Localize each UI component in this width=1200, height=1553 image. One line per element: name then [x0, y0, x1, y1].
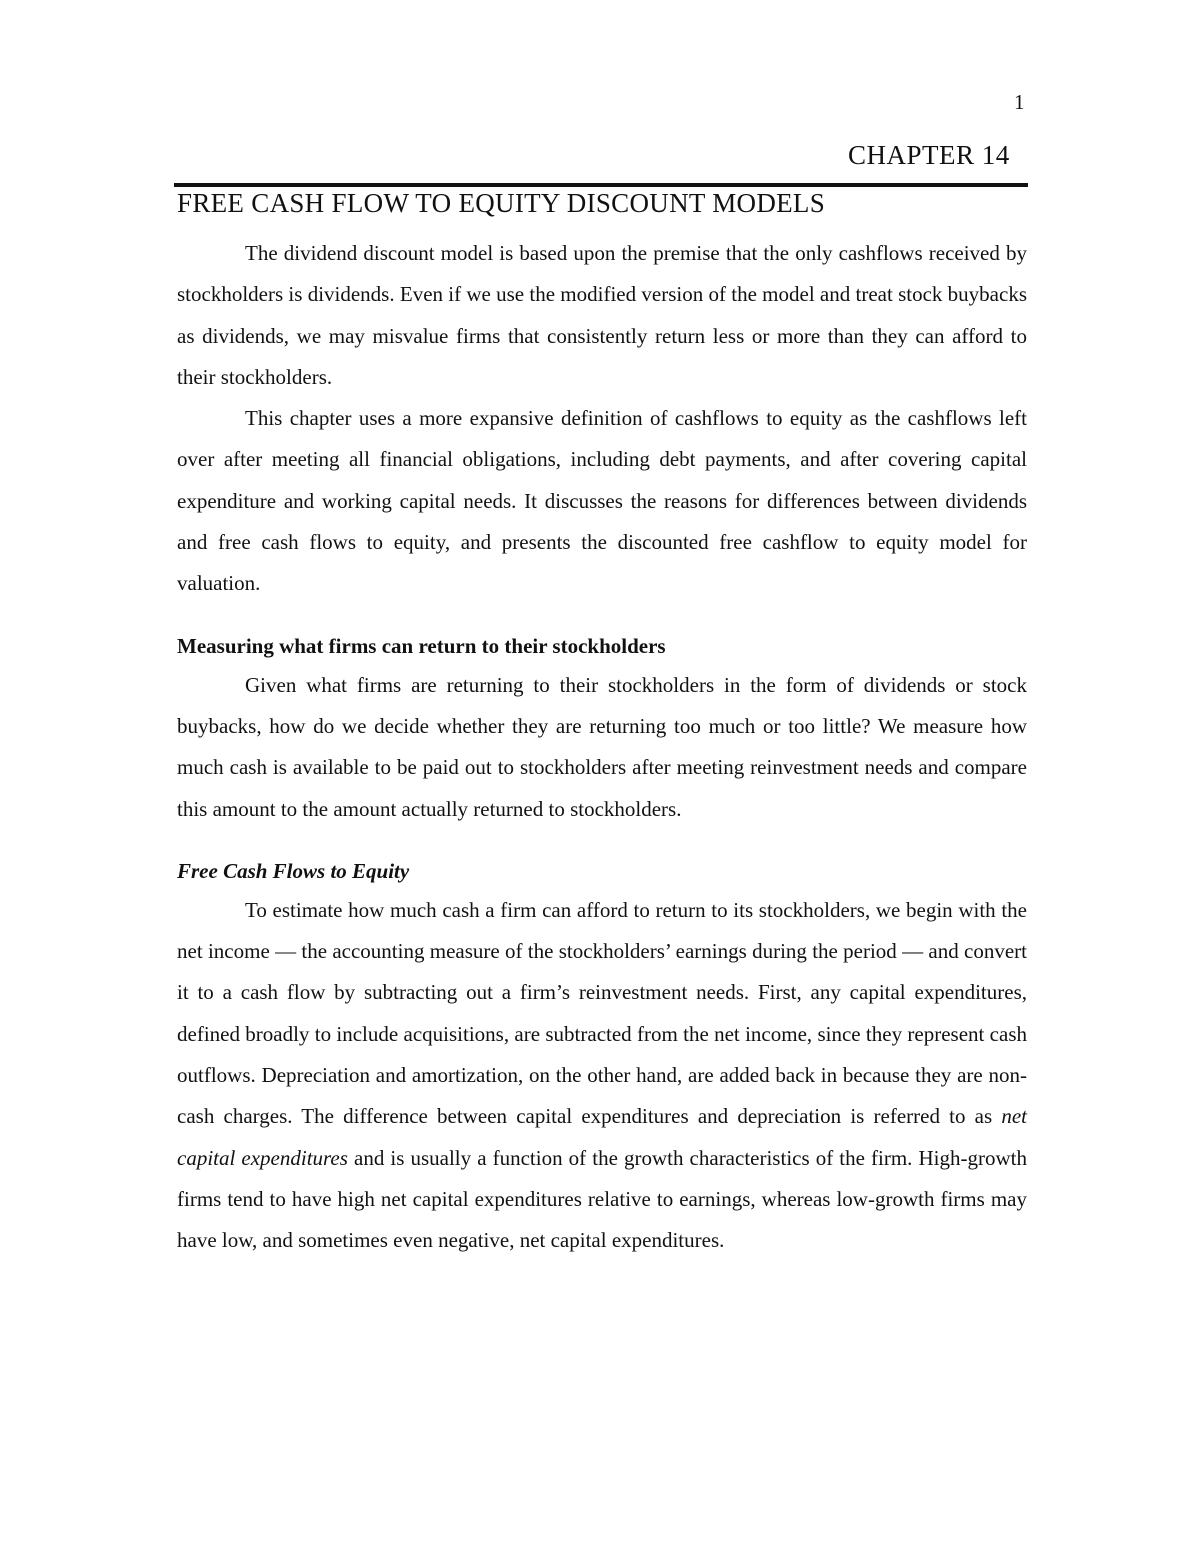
section-heading-measuring: Measuring what firms can return to their stockholders	[177, 633, 666, 658]
fcfe-text-after: and is usually a function of the growth characteristics of the firm. High-growth firms tend to have high net capital expenditures relative to earnings, whereas low-growth firms may have low, and sometimes even negative, net capital expenditures.	[177, 1145, 1027, 1253]
chapter-rule	[174, 183, 1028, 187]
section-paragraph-measuring: Given what firms are returning to their stockholders in the form of dividends or stock buybacks, how do we decide whether they are returning too much or too little? We measure how much cash is available to be paid out to stockholders after meeting reinvestment needs and compare this amount to the amount actually returned to stockholders.	[177, 672, 1027, 821]
page-number: 1	[1014, 90, 1025, 114]
subsection-heading-fcfe: Free Cash Flows to Equity	[177, 858, 410, 883]
chapter-title: FREE CASH FLOW TO EQUITY DISCOUNT MODELS	[177, 188, 826, 218]
chapter-label: CHAPTER 14	[848, 140, 1010, 170]
fcfe-text-before: To estimate how much cash a firm can afford to return to its stockholders, we begin with the net income — the accounting measure of the stockholders’ earnings during the period –– and convert it to a cash flow by subtracting out a firm’s reinvestment needs. First, any capital expenditures, defined broadly to include acquisitions, are subtracted from the net income, since they represent cash outflows. Depreciation and amortization, on the other hand, are added back in because they are non-cash charges. The difference between capital expenditures and depreciation is referred to as	[177, 897, 1027, 1129]
intro-paragraph-1: The dividend discount model is based upon the premise that the only cashflows received by stockholders is dividends. Even if we use the modified version of the model and treat stock buybacks as dividends, we may misvalue firms that consistently return less or more than they can afford to their stockholders.	[177, 241, 1027, 389]
net-capex-emphasis: net capital expenditures	[177, 1104, 1027, 1170]
intro-paragraph-2: This chapter uses a more expansive definition of cashflows to equity as the cashflows left over after meeting all financial obligations, including debt payments, and after covering capital expenditure and working capital needs. It discusses the reasons for differences between dividends and free cash flows to equity, and presents the discounted free cashflow to equity model for valuation.	[177, 406, 1027, 596]
subsection-paragraph-fcfe	[177, 890, 1027, 1262]
document-body	[177, 233, 1027, 1262]
